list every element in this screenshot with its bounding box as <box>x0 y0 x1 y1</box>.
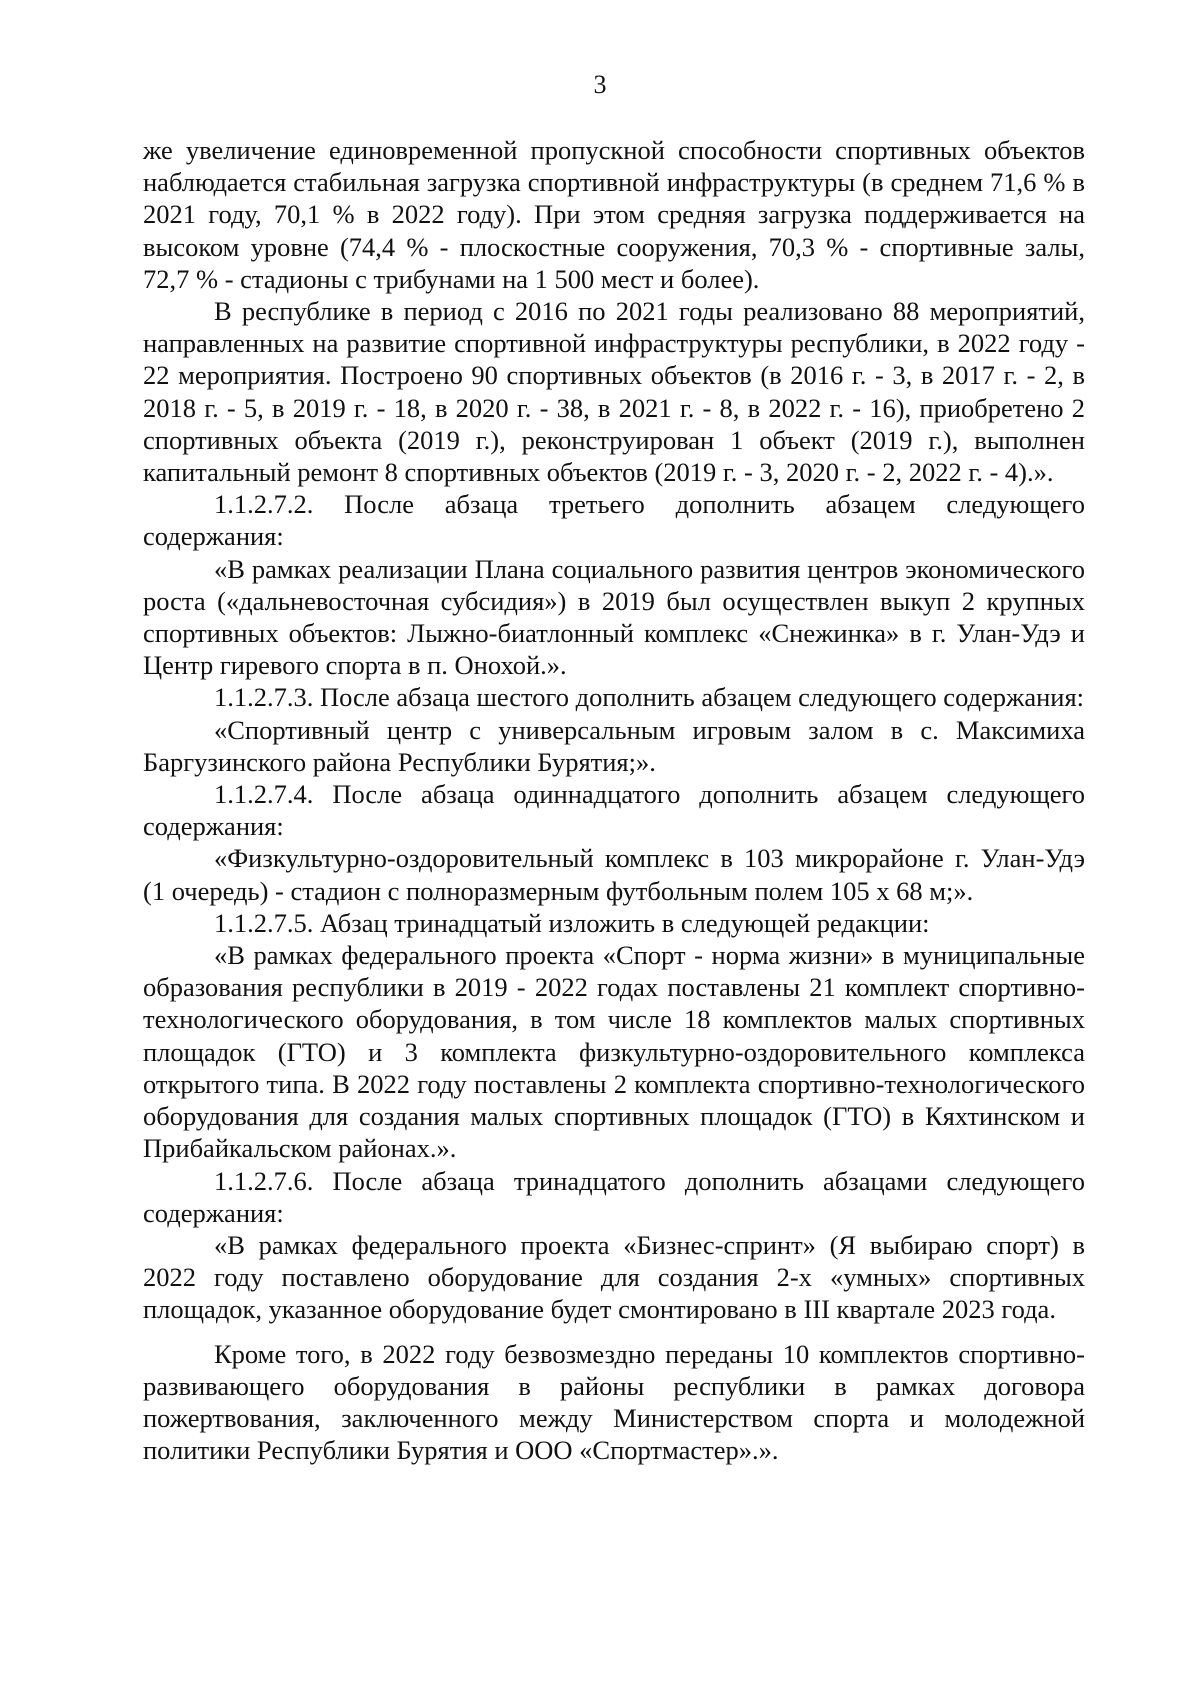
paragraph-amendment-1-1-2-7-6: 1.1.2.7.6. После абзаца тринадцатого дополнить абзацами следующего содержания: <box>143 1165 1085 1228</box>
paragraph-amendment-1-1-2-7-4: 1.1.2.7.4. После абзаца одиннадцатого дополнить абзацем следующего содержания: <box>143 779 1085 842</box>
paragraph-quote-maksimikha: «Спортивный центр с универсальным игровым залом в с. Максимиха Баргузинского района Республики Бурятия;». <box>143 714 1085 777</box>
paragraph-sportmaster-donation: Кроме того, в 2022 году безвозмездно переданы 10 комплектов спортивно-развивающего оборудования в районы республики в рамках договора пожертвования, заключенного между Министерством спорта и молодежной политики Республики Бурятия и ООО «Спортмастер».». <box>143 1338 1085 1466</box>
paragraph-amendment-1-1-2-7-5: 1.1.2.7.5. Абзац тринадцатый изложить в следующей редакции: <box>214 907 930 938</box>
paragraph-amendment-1-1-2-7-2: 1.1.2.7.2. После абзаца третьего дополнить абзацем следующего содержания: <box>143 489 1085 552</box>
paragraph-quote-business-sprint: «В рамках федерального проекта «Бизнес-спринт» (Я выбираю спорт) в 2022 году поставлено оборудование для создания 2-х «умных» спортивных площадок, указанное оборудование будет смонтировано в III квартале 2023 года. <box>143 1229 1085 1325</box>
paragraph-quote-sport-norma-zhizni: «В рамках федерального проекта «Спорт - норма жизни» в муниципальные образования республики в 2019 - 2022 годах поставлены 21 комплект спортивно-технологического оборудования, в том числе 18 комплектов малых спортивных площадок (ГТО) и 3 комплекта физкультурно-оздоровительного комплекса открытого типа. В 2022 году поставлены 2 комплекта спортивно-технологического оборудования для создания малых спортивных площадок (ГТО) в Кяхтинском и Прибайкальском районах.». <box>143 940 1085 1164</box>
paragraph-infrastructure-load: же увеличение единовременной пропускной способности спортивных объектов наблюдается стабильная загрузка спортивной инфраструктуры (в среднем 71,6 % в 2021 году, 70,1 % в 2022 году). При этом средняя загрузка поддерживается на высоком уровне (74,4 % - плоскостные сооружения, 70,3 % - спортивные залы, 72,7 % - стадионы с трибунами на 1 500 мест и более). <box>143 135 1085 294</box>
document-body <box>143 134 1085 1466</box>
page-number: 3 <box>593 70 607 99</box>
paragraph-quote-far-east-subsidy: «В рамках реализации Плана социального развития центров экономического роста («дальневосточная субсидия») в 2019 был осуществлен выкуп 2 крупных спортивных объектов: Лыжно-биатлонный комплекс «Снежинка» в г. Улан-Удэ и Центр гиревого спорта в п. Онохой.». <box>143 553 1085 681</box>
paragraph-quote-fok-103: «Физкультурно-оздоровительный комплекс в 103 микрорайоне г. Улан-Удэ (1 очередь) - стадион с полноразмерным футбольным полем 105 х 68 м;». <box>143 843 1085 906</box>
paragraph-events-2016-2021: В республике в период с 2016 по 2021 годы реализовано 88 мероприятий, направленных на развитие спортивной инфраструктуры республики, в 2022 году - 22 мероприятия. Построено 90 спортивных объектов (в 2016 г. - 3, в 2017 г. - 2, в 2018 г. - 5, в 2019 г. - 18, в 2020 г. - 38, в 2021 г. - 8, в 2022 г. - 16), приобретено 2 спортивных объекта (2019 г.), реконструирован 1 объект (2019 г.), выполнен капитальный ремонт 8 спортивных объектов (2019 г. - 3, 2020 г. - 2, 2022 г. - 4).». <box>143 296 1085 488</box>
paragraph-amendment-1-1-2-7-3: 1.1.2.7.3. После абзаца шестого дополнить абзацем следующего содержания: <box>214 682 1085 713</box>
